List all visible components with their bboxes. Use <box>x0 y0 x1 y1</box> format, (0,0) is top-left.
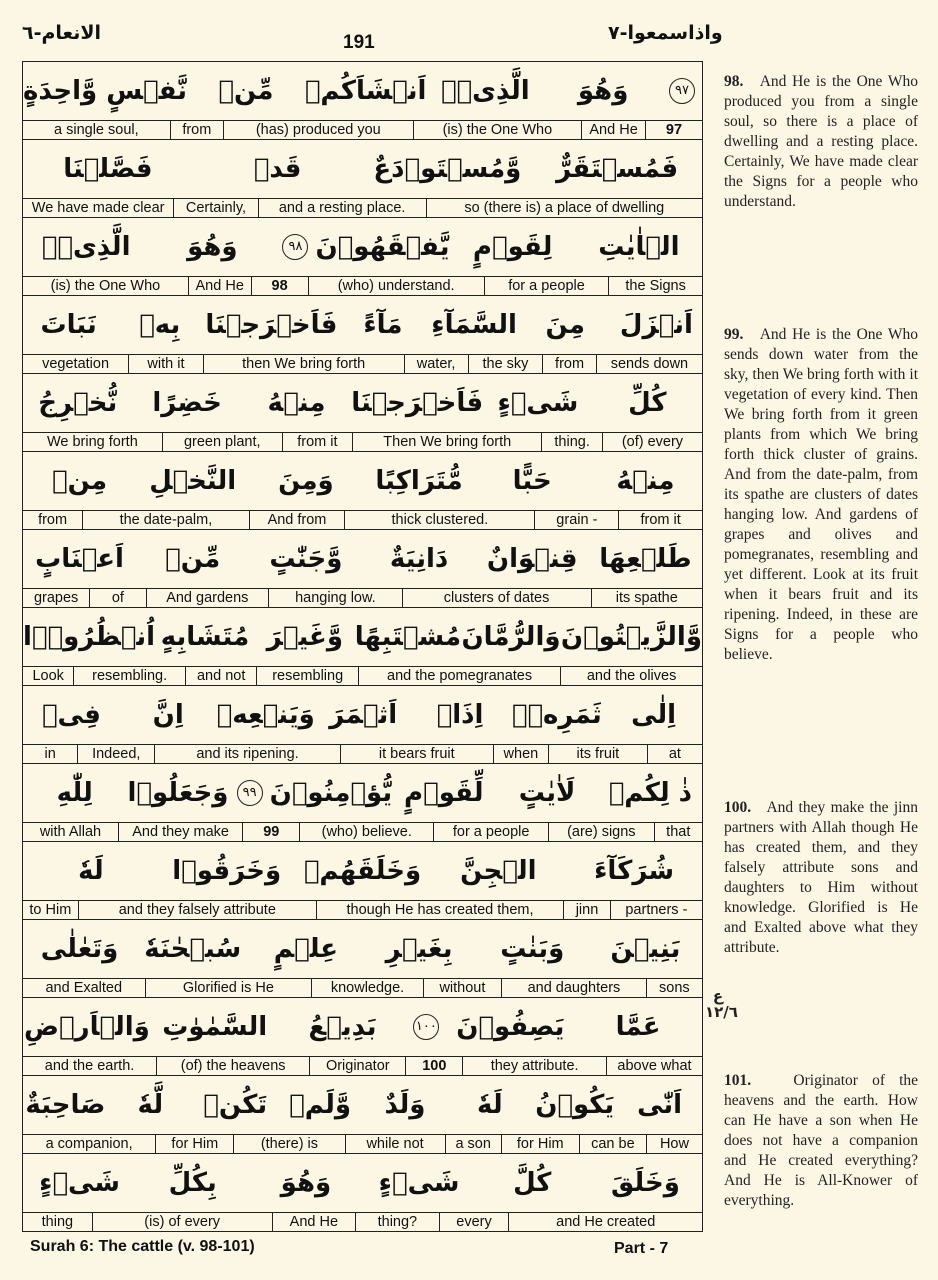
word-translation: the Signs <box>608 277 702 295</box>
translation-line <box>23 1056 702 1075</box>
verse-row <box>23 608 702 686</box>
word-translation: a single soul, <box>54 122 139 138</box>
arabic-word: وَهُوَ <box>187 232 238 262</box>
word-translation: Glorified is He <box>145 979 312 997</box>
commentary-101 <box>724 1071 918 1211</box>
translation-line <box>23 744 702 763</box>
arabic-line <box>23 374 702 432</box>
arabic-word: وَخَرَقُوۡا <box>172 856 282 886</box>
word-translation: resembling. <box>73 667 185 685</box>
word-translation: thing? <box>355 1213 439 1231</box>
verse-number: 99 <box>242 823 299 841</box>
arabic-word: اِذَاۤ <box>436 700 484 730</box>
word-translation: to Him <box>29 902 72 918</box>
arabic-word: بِغَيۡرِ <box>385 934 453 964</box>
verse-end-marker <box>406 1014 446 1040</box>
word-translation: green plant, <box>162 433 282 451</box>
arabic-word: مُتَشَابِهٍ <box>160 622 250 652</box>
arabic-word: تَكُنۡ <box>203 1090 268 1120</box>
word-translation: the sky <box>468 355 543 373</box>
arabic-word: اُنۡظُرُوۡۤا <box>23 622 156 652</box>
word-translation: they attribute. <box>462 1057 606 1075</box>
arabic-word: لِّقَوۡمٍ <box>404 778 484 808</box>
verse-number-circle: ٩٨ <box>282 234 308 260</box>
arabic-word: لِلّٰهِ <box>56 778 93 808</box>
arabic-line <box>23 608 702 666</box>
word-translation: its spathe <box>591 589 702 607</box>
arabic-word: يَّفۡقَهُوۡنَ <box>315 232 450 262</box>
translation-line <box>23 978 702 997</box>
word-translation: And gardens <box>146 589 269 607</box>
verse-row <box>23 842 702 920</box>
arabic-word: وَخَلَقَهُمۡ <box>303 856 422 886</box>
arabic-word: اِلٰى <box>631 700 677 730</box>
verse-row <box>23 530 702 608</box>
verse-row <box>23 686 702 764</box>
word-translation: its fruit <box>548 745 647 763</box>
word-translation: (of) the heavens <box>156 1057 309 1075</box>
commentary-number: 98. <box>724 73 744 90</box>
verse-row <box>23 296 702 374</box>
verse-row <box>23 140 702 218</box>
arabic-word: ثَمَرِهٖۤ <box>511 700 602 730</box>
page-number: 191 <box>343 32 375 53</box>
translation-line <box>23 900 702 919</box>
arabic-word: اَنۡزَلَ <box>619 310 693 340</box>
verse-number: 98 <box>251 277 308 295</box>
word-translation: grapes <box>33 590 79 606</box>
word-translation: (is) of every <box>92 1213 272 1231</box>
arabic-line <box>23 998 702 1056</box>
arabic-line <box>23 218 702 276</box>
arabic-word: وَبَنٰتٍ <box>500 934 565 964</box>
arabic-word: بَنِيۡنَ <box>610 934 681 964</box>
commentary-number: 100. <box>724 799 752 816</box>
word-translation: And from <box>249 511 345 529</box>
arabic-word: الۡجِنَّ <box>460 856 537 886</box>
word-translation: (of) every <box>602 433 702 451</box>
arabic-line <box>23 920 702 978</box>
verse-row <box>23 218 702 296</box>
arabic-word: اَنّٰى <box>637 1090 683 1120</box>
word-translation: while not <box>345 1135 445 1153</box>
word-translation: and the earth. <box>44 1058 135 1074</box>
verse-row <box>23 764 702 842</box>
arabic-line <box>23 764 702 822</box>
verse-row <box>23 998 702 1076</box>
word-translation: We bring forth <box>46 434 138 450</box>
word-translation: of <box>89 589 145 607</box>
word-translation: Look <box>32 668 64 684</box>
word-translation: water, <box>404 355 468 373</box>
word-translation: jinn <box>563 901 610 919</box>
arabic-word: اَثۡمَرَ <box>329 700 398 730</box>
word-translation: (there) is <box>233 1135 344 1153</box>
word-translation: and a resting place. <box>258 199 426 217</box>
verse-number: 97 <box>645 121 702 139</box>
word-translation: from <box>542 355 596 373</box>
word-translation: And He <box>581 121 645 139</box>
arabic-word: قَدۡ <box>253 154 302 184</box>
word-translation: when <box>493 745 548 763</box>
commentary-98 <box>724 72 918 212</box>
arabic-word: مِنَ <box>545 310 586 340</box>
word-translation: (are) signs <box>548 823 653 841</box>
arabic-line <box>23 1076 702 1134</box>
arabic-word: فِىۡ <box>41 700 101 730</box>
word-translation: And they make <box>118 823 242 841</box>
commentary-text: And He is the One Who produced you from a single soul, so there is a place of dwelling and a resting place. Certainly, We have made clear the Signs for a people who understand. <box>724 73 918 210</box>
arabic-word: مُشۡتَبِهًا <box>354 622 462 652</box>
arabic-word: لَّهٗ <box>137 1090 164 1120</box>
arabic-word: اَنۡشَاَكُمۡ <box>304 76 427 106</box>
word-translation: and its ripening. <box>154 745 340 763</box>
juz-header: واذاسمعوا-٧ <box>608 22 723 44</box>
verse-row <box>23 920 702 998</box>
arabic-line <box>23 530 702 588</box>
arabic-word: وَهُوَ <box>280 1168 332 1198</box>
word-translation: a son <box>445 1135 501 1153</box>
word-translation: We have made clear <box>31 200 165 216</box>
word-translation: grain - <box>534 511 618 529</box>
arabic-word: الَّذِىۡۤ <box>41 232 131 262</box>
verse-row <box>23 62 702 140</box>
word-translation: at <box>647 745 702 763</box>
word-translation: and daughters <box>501 979 646 997</box>
arabic-word: شَىۡءٍ <box>497 388 579 418</box>
word-translation: thing. <box>541 433 601 451</box>
verse-end-marker <box>230 780 270 806</box>
word-translation: and the pomegranates <box>358 667 560 685</box>
word-translation: every <box>439 1213 509 1231</box>
arabic-word: يُّؤۡمِنُوۡنَ <box>269 778 393 808</box>
arabic-word: بَدِيۡعُ <box>308 1012 377 1042</box>
arabic-word: عَمَّا <box>615 1012 661 1042</box>
arabic-word: اَعۡنَابٍ <box>35 544 124 574</box>
arabic-word: فَمُسۡتَقَرٌّ <box>556 154 679 184</box>
word-translation: thing <box>41 1214 74 1230</box>
verse-row <box>23 452 702 530</box>
arabic-word: وَّجَنّٰتٍ <box>269 544 343 574</box>
commentary-99 <box>724 325 918 665</box>
arabic-word: دَانِيَةٌ <box>389 544 449 574</box>
word-translation: and the olives <box>560 667 702 685</box>
arabic-word: عِلۡمٍ <box>273 934 339 964</box>
arabic-word: ذٰ لِكُمۡ <box>608 778 692 808</box>
arabic-word: مَآءً <box>363 310 403 340</box>
verse-number-circle: ٩٧ <box>669 78 695 104</box>
word-translation: And He <box>188 277 251 295</box>
word-translation: though He has created them, <box>316 901 563 919</box>
verse-end-marker <box>275 234 315 260</box>
arabic-line <box>23 140 702 198</box>
translation-line <box>23 588 702 607</box>
word-translation: can be <box>579 1135 646 1153</box>
translation-line <box>23 198 702 217</box>
arabic-word: وَجَعَلُوۡا <box>127 778 229 808</box>
word-translation: for a people <box>484 277 609 295</box>
word-translation: above what <box>606 1057 702 1075</box>
arabic-word: فَاَخۡرَجۡنَا <box>205 310 338 340</box>
arabic-word: وَالۡاَرۡضِ <box>24 1012 150 1042</box>
arabic-line <box>23 686 702 744</box>
word-translation: sons <box>646 979 702 997</box>
word-translation: and not <box>185 667 256 685</box>
arabic-word: مِنۡهُ <box>267 388 326 418</box>
arabic-line <box>23 62 702 120</box>
word-translation: it bears fruit <box>340 745 493 763</box>
arabic-word: فَصَّلۡنَا <box>63 154 153 184</box>
translation-line <box>23 822 702 841</box>
word-translation: without <box>423 979 501 997</box>
word-translation: partners - <box>610 901 702 919</box>
verse-number: 100 <box>405 1057 462 1075</box>
commentary-text: And they make the jinn partners with Allah though He has created them, and they falsely attribute sons and daughters to Him without knowledge. Glorified is He and Exalted above what they attribute. <box>724 799 918 956</box>
verse-number-circle: ٩٩ <box>237 780 263 806</box>
arabic-word: نُّخۡرِجُ <box>38 388 118 418</box>
word-translation: thick clustered. <box>344 511 534 529</box>
word-translation: the date-palm, <box>82 511 249 529</box>
arabic-word: يَكُوۡنُ <box>535 1090 615 1120</box>
word-translation: from <box>170 121 223 139</box>
arabic-word: طَلۡعِهَا <box>599 544 692 574</box>
arabic-line <box>23 296 702 354</box>
arabic-word: لَاٰيٰتٍ <box>518 778 576 808</box>
commentary-text: Originator of the heavens and the earth. How can He have a son when He does not have a companion and He created everything? And He is All-Knower of everything. <box>724 1072 919 1209</box>
arabic-word: وَلَدٌ <box>384 1090 426 1120</box>
word-translation: (who) understand. <box>308 277 484 295</box>
commentary-number: 99. <box>724 326 744 343</box>
translation-line <box>23 120 702 139</box>
word-translation: then We bring forth <box>203 355 404 373</box>
commentary-text: And He is the One Who sends down water from the sky, then We bring forth with it vegetation of every kind. Then We bring forth from it green plants from which We bring forth thick cluster of grains. And from the date-palm, from its spathe are clusters of dates hanging low. And gardens of grapes and olives and pomegranates, resembling and yet different. Look at its fruit when it bears fruit and its ripening. Indeed, in these are Signs for a people who believe. <box>724 326 918 663</box>
arabic-word: خَضِرًا <box>152 388 222 418</box>
word-translation: with it <box>128 355 203 373</box>
arabic-word: شَىۡءٍ <box>378 1168 460 1198</box>
word-by-word-grid <box>22 61 703 1232</box>
translation-line <box>23 1134 702 1153</box>
word-translation: (is) the One Who <box>50 278 161 294</box>
word-translation: that <box>654 823 702 841</box>
arabic-word: كُلِّ <box>628 388 667 418</box>
arabic-word: وَتَعٰلٰى <box>40 934 119 964</box>
arabic-word: النَّخۡلِ <box>149 466 237 496</box>
arabic-word: مِنۡ <box>52 466 108 496</box>
arabic-word: الَّذِىۡۤ <box>440 76 530 106</box>
translation-line <box>23 432 702 451</box>
word-translation: vegetation <box>42 356 110 372</box>
word-translation: for Him <box>501 1135 579 1153</box>
word-translation: and Exalted <box>45 980 123 996</box>
word-translation: from it <box>618 511 702 529</box>
arabic-word: كُلَّ <box>513 1168 552 1198</box>
arabic-word: اِنَّ <box>152 700 184 730</box>
word-translation: Certainly, <box>173 199 257 217</box>
arabic-word: حَبًّا <box>512 466 552 496</box>
arabic-word: فَاَخۡرَجۡنَا <box>351 388 484 418</box>
surah-footer: Surah 6: The cattle (v. 98-101) <box>30 1238 255 1255</box>
arabic-word: شَىۡءٍ <box>39 1168 120 1198</box>
translation-line <box>23 1212 702 1231</box>
word-translation: in <box>44 746 56 762</box>
arabic-word: وَالرُّمَّانَ <box>461 622 561 652</box>
arabic-word: وَمِنَ <box>278 466 334 496</box>
arabic-word: وَّغَيۡرَ <box>266 622 343 652</box>
word-translation: hanging low. <box>268 589 402 607</box>
word-translation: (is) the One Who <box>413 121 582 139</box>
word-translation: from it <box>282 433 352 451</box>
arabic-word: نَبَاتَ <box>40 310 97 340</box>
word-translation: clusters of dates <box>402 589 591 607</box>
arabic-word: مِنۡهُ <box>616 466 675 496</box>
word-translation: so (there is) a place of dwelling <box>426 199 702 217</box>
word-translation: with Allah <box>39 824 102 840</box>
arabic-word: وَيَنۡعِهٖ <box>216 700 315 730</box>
arabic-word: شُرَكَآءَ <box>594 856 675 886</box>
arabic-word: مِّنۡ <box>218 76 274 106</box>
arabic-word: لَهٗ <box>477 1090 503 1120</box>
verse-row <box>23 374 702 452</box>
arabic-word: يَصِفُوۡنَ <box>456 1012 565 1042</box>
word-translation: Indeed, <box>77 745 154 763</box>
word-translation: and they falsely attribute <box>78 901 316 919</box>
arabic-word: وَّمُسۡتَوۡدَعٌ <box>373 154 522 184</box>
word-translation: Then We bring forth <box>352 433 541 451</box>
translation-line <box>23 354 702 373</box>
verse-row <box>23 1076 702 1154</box>
arabic-word: وَهُوَ <box>577 76 629 106</box>
word-translation: a companion, <box>45 1136 133 1152</box>
word-translation: sends down <box>596 355 702 373</box>
word-translation: for Him <box>155 1135 233 1153</box>
arabic-word: بِهٖ <box>139 310 181 340</box>
word-translation: from <box>38 512 68 528</box>
word-translation: resembling <box>256 667 358 685</box>
word-translation: (has) produced you <box>223 121 413 139</box>
arabic-line <box>23 1154 702 1212</box>
word-translation: knowledge. <box>311 979 422 997</box>
arabic-word: الۡاٰيٰتِ <box>598 232 680 262</box>
arabic-word: وَّالزَّيۡتُوۡنَ <box>560 622 702 652</box>
word-translation: and He created <box>508 1213 702 1231</box>
commentary-number: 101. <box>724 1072 752 1089</box>
word-translation: for a people <box>433 823 548 841</box>
translation-line <box>23 510 702 529</box>
verse-end-marker <box>662 78 702 104</box>
verse-number-circle: ١٠٠ <box>413 1014 439 1040</box>
arabic-line <box>23 452 702 510</box>
arabic-word: لِقَوۡمٍ <box>472 232 553 262</box>
arabic-word: مِّنۡ <box>165 544 221 574</box>
arabic-word: صَاحِبَةٌ <box>25 1090 106 1120</box>
word-translation: How <box>646 1135 702 1153</box>
arabic-word: سُبۡحٰنَهٗ <box>144 934 242 964</box>
part-footer: Part - 7 <box>614 1240 669 1257</box>
arabic-word: نَّفۡسٍ وَّاحِدَةٍ <box>22 76 188 106</box>
surah-header: الانعام-٦ <box>22 22 102 44</box>
arabic-word: قِنۡوَانٌ <box>486 544 578 574</box>
word-translation: And He <box>272 1213 356 1231</box>
translation-line <box>23 276 702 295</box>
ruku-marker: ع ١٢/٦ <box>705 987 738 1021</box>
arabic-word: السَّمَآءِ <box>431 310 517 340</box>
arabic-word: مُّتَرَاكِبًا <box>375 466 463 496</box>
arabic-line <box>23 842 702 900</box>
arabic-word: السَّمٰوٰتِ <box>162 1012 268 1042</box>
commentary-100 <box>724 798 918 958</box>
verse-row <box>23 1154 702 1231</box>
arabic-word: بِكُلِّ <box>168 1168 217 1198</box>
arabic-word: وَّلَمۡ <box>289 1090 352 1120</box>
translation-line <box>23 666 702 685</box>
arabic-word: وَخَلَقَ <box>610 1168 680 1198</box>
word-translation: Originator <box>309 1057 405 1075</box>
word-translation: (who) believe. <box>299 823 433 841</box>
arabic-word: لَهٗ <box>78 856 104 886</box>
